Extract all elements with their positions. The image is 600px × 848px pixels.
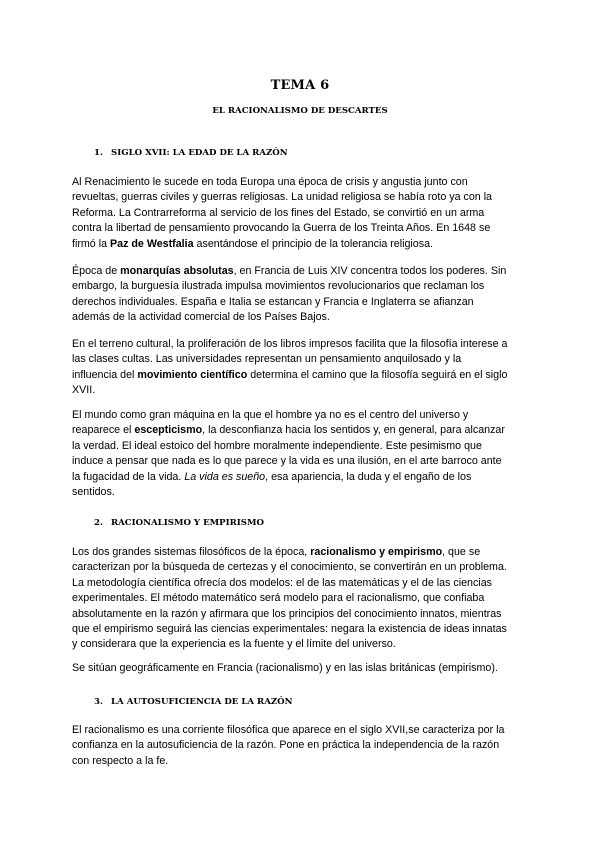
text-run: la fugacidad de la vida. [72, 470, 185, 483]
paragraph-line: además de la actividad comercial de los Países Bajos. [72, 311, 330, 324]
bold-term: escepticismo [134, 424, 203, 437]
text-run: Los dos grandes sistemas filosóficos de la época, [72, 546, 311, 558]
paragraph-line [72, 545, 530, 560]
paragraph-line: las clases cultas. Las universidades representan un pensamiento anquilosado y la [72, 353, 462, 366]
section-1-paragraph-4 [72, 408, 530, 500]
bold-term: Paz de Westfalia [110, 237, 194, 250]
italic-title: La vida es sueño [184, 470, 266, 483]
text-run: firmó la [72, 237, 111, 250]
text-run: , que se [442, 546, 481, 558]
section-3-heading-text: LA AUTOSUFICIENCIA DE LA RAZÓN [111, 697, 293, 707]
section-1-heading-text: SIGLO XVII: LA EDAD DE LA RAZÓN [111, 148, 288, 158]
section-2-number: 2. [94, 518, 103, 528]
paragraph-line: sentidos. [72, 486, 115, 499]
paragraph-line: Se sitúan geográficamente en Francia (racionalismo) y en las islas británicas (empirismo). [72, 662, 498, 674]
text-run: influencia del [72, 368, 138, 381]
paragraph-line: confianza en la autosuficiencia de la razón. Pone en práctica la independencia de la razón [72, 739, 500, 752]
document-subtitle: EL RACIONALISMO DE DESCARTES [212, 106, 388, 116]
section-2-paragraph-1 [72, 545, 530, 653]
text-run: , esa apariencia, la duda y el engaño de los [265, 470, 472, 483]
paragraph-line: embargo, la burguesía ilustrada impulsa movimientos revolucionarios que reclaman los [72, 280, 485, 293]
paragraph-line: y considerara que la experiencia es la fuente y el límite del universo. [72, 638, 396, 651]
document-title: TEMA 6 [270, 78, 330, 93]
paragraph-line: La metodología científica ofrecía dos modelos: el de las matemáticas y el de las ciencias [72, 576, 493, 589]
paragraph-line: XVII. [72, 384, 96, 397]
paragraph-line: En el terreno cultural, la proliferación de los libros impresos facilita que la filosofía interese a [72, 338, 508, 350]
section-1-paragraph-1 [72, 175, 530, 252]
paragraph-line: la verdad. El ideal estoico del hombre moralmente independiente. Este pesimismo que [72, 439, 482, 452]
section-3-heading [94, 697, 292, 707]
section-3-number: 3. [94, 697, 103, 707]
paragraph-line: El mundo como gran máquina en la que el hombre ya no es el centro del universo y [72, 409, 469, 421]
paragraph-line [72, 264, 530, 279]
text-run: Época de [72, 265, 121, 277]
paragraph-line: contra la libertad de pensamiento provocando la Guerra de los Treinta Años. En 1648 se [72, 222, 491, 235]
paragraph-line: derechos individuales. España e Italia se estancan y Francia e Inglaterra se afianzan [72, 295, 474, 308]
text-run: asentándose el principio de la tolerancia religiosa. [193, 237, 434, 250]
paragraph-line: que el empirismo seguirá las ciencias experimentales: negara la existencia de ideas innatas [72, 623, 507, 636]
paragraph-line: Al Renacimiento le sucede en toda Europa una época de crisis y angustia junto con [72, 176, 468, 188]
paragraph-line: caracterizan por la búsqueda de certezas y el conocimiento, se convertirán en un problema. [72, 561, 507, 574]
section-2-heading-text: RACIONALISMO Y EMPIRISMO [111, 518, 264, 528]
bold-term: movimiento científico [137, 368, 248, 381]
paragraph-line: El racionalismo es una corriente filosófica que aparece en el siglo XVII,se caracteriza por la [72, 724, 505, 736]
text-run: reaparece el [72, 424, 135, 437]
text-run: , en Francia de Luis XIV concentra todos los poderes. Sin [233, 265, 507, 277]
paragraph-line: induce a pensar que nada es lo que parece y la vida es una ilusión, en el arte barroco ante [72, 455, 502, 468]
section-2-heading [94, 518, 264, 528]
paragraph-line: experimentales. El método matemático será modelo para el racionalismo, que confiaba [72, 592, 485, 605]
section-1-heading [94, 148, 288, 158]
paragraph-line [72, 423, 530, 438]
text-run: determina el camino que la filosofía seguirá en el siglo [247, 368, 508, 381]
section-1-number: 1. [94, 148, 103, 158]
section-2-paragraph-2 [72, 661, 530, 676]
paragraph-line [72, 237, 530, 252]
bold-term: racionalismo y empirismo [310, 546, 443, 558]
paragraph-line: revueltas, guerras civiles y guerras religiosas. La unidad religiosa se había roto ya con la [72, 191, 493, 204]
text-run: , la desconfianza hacia los sentidos y, en general, para alcanzar [202, 424, 505, 437]
paragraph-line: absolutamente en la razón y afirmara que los principios del conocimiento innatos, mientras [72, 607, 502, 620]
paragraph-line [72, 368, 530, 383]
section-1-paragraph-3 [72, 337, 530, 399]
paragraph-line: con respecto a la fe. [72, 754, 169, 767]
paragraph-line: Reforma. La Contrarreforma al servicio de los fines del Estado, se convirtió en un arma [72, 206, 485, 219]
section-3-paragraph-1 [72, 723, 530, 769]
paragraph-line [72, 470, 530, 485]
section-1-paragraph-2 [72, 264, 530, 326]
bold-term: monarquías absolutas [120, 265, 234, 277]
